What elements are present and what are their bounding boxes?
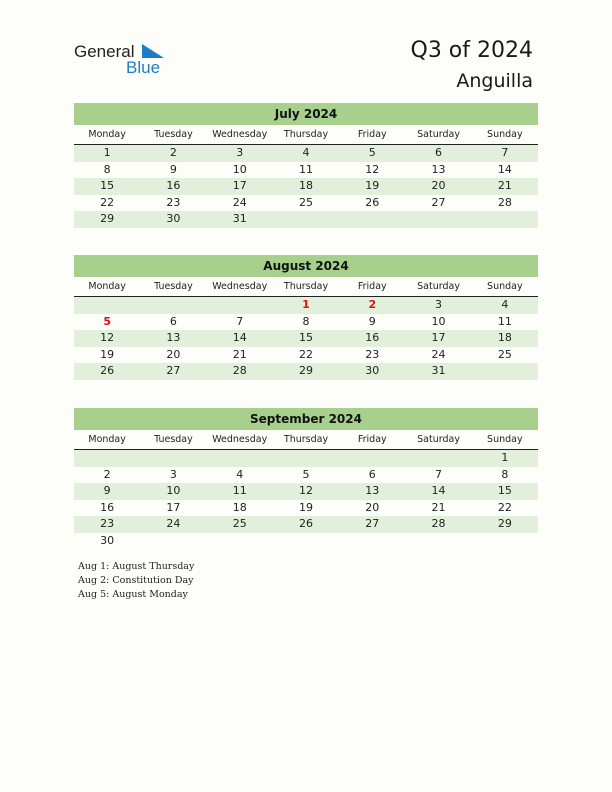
day-cell: [140, 297, 206, 314]
day-cell: [140, 450, 206, 467]
day-cell: 9: [103, 484, 111, 497]
month-july: [74, 103, 538, 228]
day-cell: 25: [497, 347, 512, 361]
day-cell: 8: [103, 162, 111, 176]
day-cell: 25: [232, 517, 247, 530]
day-cell: 26: [298, 517, 313, 530]
day-cell: 30: [365, 364, 380, 377]
day-cell: 21: [431, 500, 446, 514]
day-cell: [273, 450, 339, 467]
weekday-label: Wednesday: [212, 281, 268, 292]
day-cell: 13: [365, 484, 380, 497]
month-september: [74, 408, 538, 549]
day-cell: 17: [166, 500, 181, 514]
day-cell: 19: [100, 347, 115, 361]
day-cell: 3: [236, 146, 244, 159]
weekday-label: Saturday: [417, 281, 460, 292]
day-cell: 19: [365, 179, 380, 192]
weekday-label: Saturday: [417, 129, 460, 140]
week-row: [74, 450, 538, 467]
weekday-label: Tuesday: [154, 129, 193, 140]
day-cell: [472, 211, 538, 228]
logo: [74, 42, 174, 78]
week-row: [74, 347, 538, 364]
weekday-label: Wednesday: [212, 434, 268, 445]
week-row: [74, 533, 538, 550]
weeks: [74, 297, 538, 380]
holiday-notes: [78, 560, 194, 602]
day-cell: 27: [365, 517, 380, 530]
day-cell: 2: [368, 298, 377, 311]
day-cell: 18: [232, 500, 247, 514]
day-cell: 1: [103, 146, 111, 159]
day-cell: 4: [302, 146, 310, 159]
day-cell: 16: [166, 179, 181, 192]
day-cell: 30: [100, 533, 115, 547]
day-cell: 29: [497, 517, 512, 530]
day-cell: 21: [497, 179, 512, 192]
weekday-label: Friday: [357, 129, 387, 140]
day-cell: 16: [365, 331, 380, 344]
day-cell: 7: [501, 146, 509, 159]
month-august: [74, 255, 538, 380]
day-cell: 10: [431, 314, 446, 328]
day-cell: 27: [166, 364, 181, 377]
logo-flag-icon: [142, 44, 164, 58]
day-cell: 13: [431, 162, 446, 176]
day-cell: 23: [365, 347, 380, 361]
week-row: [74, 330, 538, 347]
weekday-label: Friday: [357, 434, 387, 445]
day-cell: 20: [166, 347, 181, 361]
day-cell: [207, 450, 273, 467]
day-cell: 23: [100, 517, 115, 530]
weekday-header-row: [74, 430, 538, 450]
day-cell: [472, 533, 538, 550]
day-cell: 1: [501, 451, 509, 464]
day-cell: 9: [169, 162, 177, 176]
week-row: [74, 363, 538, 380]
weekday-header-row: [74, 125, 538, 145]
day-cell: 12: [298, 484, 313, 497]
week-row: [74, 297, 538, 314]
day-cell: 6: [435, 146, 443, 159]
day-cell: 3: [169, 467, 177, 481]
day-cell: 18: [298, 179, 313, 192]
day-cell: 5: [103, 314, 111, 328]
day-cell: 31: [431, 364, 446, 377]
day-cell: 24: [166, 517, 181, 530]
day-cell: [339, 533, 405, 550]
day-cell: [472, 363, 538, 380]
day-cell: 20: [365, 500, 380, 514]
day-cell: [273, 211, 339, 228]
day-cell: 11: [497, 314, 512, 328]
weekday-label: Sunday: [487, 434, 523, 445]
day-cell: 4: [501, 298, 509, 311]
day-cell: 26: [100, 364, 115, 377]
logo-word-blue: Blue: [126, 58, 161, 77]
day-cell: 12: [365, 162, 380, 176]
day-cell: 8: [501, 467, 509, 481]
day-cell: 22: [100, 195, 115, 209]
day-cell: 3: [435, 298, 443, 311]
day-cell: 17: [232, 179, 247, 192]
day-cell: 6: [368, 467, 376, 481]
day-cell: 12: [100, 331, 115, 344]
day-cell: 16: [100, 500, 115, 514]
day-cell: 31: [232, 212, 247, 225]
day-cell: 15: [497, 484, 512, 497]
weekday-label: Saturday: [417, 434, 460, 445]
day-cell: 27: [431, 195, 446, 209]
weekday-label: Thursday: [283, 434, 329, 445]
day-cell: [339, 211, 405, 228]
day-cell: 14: [431, 484, 446, 497]
day-cell: 2: [103, 467, 111, 481]
day-cell: 19: [298, 500, 313, 514]
day-cell: 9: [368, 314, 376, 328]
day-cell: 10: [232, 162, 247, 176]
weekday-label: Thursday: [283, 129, 329, 140]
month-title: July 2024: [74, 103, 538, 125]
week-row: [74, 467, 538, 484]
day-cell: [339, 450, 405, 467]
day-cell: 15: [298, 331, 313, 344]
week-row: [74, 516, 538, 533]
weekday-label: Monday: [88, 434, 126, 445]
day-cell: 17: [431, 331, 446, 344]
weekday-label: Monday: [88, 281, 126, 292]
weeks: [74, 450, 538, 549]
day-cell: [405, 533, 471, 550]
day-cell: [273, 533, 339, 550]
day-cell: 25: [298, 195, 313, 209]
day-cell: 5: [368, 146, 376, 159]
day-cell: [74, 450, 140, 467]
month-title: August 2024: [74, 255, 538, 277]
week-row: [74, 162, 538, 179]
week-row: [74, 314, 538, 331]
logo-word-general: General: [74, 42, 135, 61]
day-cell: [140, 533, 206, 550]
day-cell: 14: [232, 331, 247, 344]
weekday-label: Wednesday: [212, 129, 268, 140]
day-cell: [74, 297, 140, 314]
day-cell: 15: [100, 179, 115, 192]
week-row: [74, 211, 538, 228]
day-cell: 11: [232, 484, 247, 497]
holiday-note: Aug 5: August Monday: [78, 589, 188, 600]
day-cell: 13: [166, 331, 181, 344]
weekday-header-row: [74, 277, 538, 297]
day-cell: 6: [169, 314, 177, 328]
day-cell: 1: [302, 298, 310, 311]
day-cell: 20: [431, 179, 446, 192]
day-cell: 30: [166, 212, 181, 225]
month-title: September 2024: [74, 408, 538, 430]
week-row: [74, 483, 538, 500]
day-cell: 2: [169, 146, 177, 159]
day-cell: 28: [497, 195, 512, 209]
day-cell: [405, 211, 471, 228]
weekday-label: Tuesday: [154, 281, 193, 292]
page-title: Q3 of 2024: [410, 38, 533, 63]
day-cell: 21: [232, 347, 247, 361]
week-row: [74, 500, 538, 517]
day-cell: 26: [365, 195, 380, 209]
day-cell: 4: [236, 467, 244, 481]
day-cell: 11: [298, 162, 313, 176]
weekday-label: Sunday: [487, 281, 523, 292]
day-cell: 29: [100, 212, 115, 225]
week-row: [74, 178, 538, 195]
weekday-label: Monday: [88, 129, 126, 140]
day-cell: 28: [431, 517, 446, 530]
day-cell: 22: [497, 500, 512, 514]
weekday-label: Tuesday: [154, 434, 193, 445]
day-cell: 24: [232, 195, 247, 209]
holiday-note: Aug 2: Constitution Day: [78, 575, 194, 586]
day-cell: 7: [236, 314, 244, 328]
day-cell: 10: [166, 484, 181, 497]
day-cell: 28: [232, 364, 247, 377]
week-row: [74, 145, 538, 162]
day-cell: 18: [497, 331, 512, 344]
day-cell: 8: [302, 314, 310, 328]
day-cell: 5: [302, 467, 310, 481]
day-cell: [207, 533, 273, 550]
day-cell: [405, 450, 471, 467]
day-cell: 23: [166, 195, 181, 209]
day-cell: 22: [298, 347, 313, 361]
weekday-label: Thursday: [283, 281, 329, 292]
weekday-label: Sunday: [487, 129, 523, 140]
page-subtitle: Anguilla: [456, 70, 533, 92]
day-cell: 7: [435, 467, 443, 481]
weekday-label: Friday: [357, 281, 387, 292]
day-cell: 14: [497, 162, 512, 176]
weeks: [74, 145, 538, 228]
day-cell: [207, 297, 273, 314]
holiday-note: Aug 1: August Thursday: [78, 561, 195, 572]
day-cell: 24: [431, 347, 446, 361]
week-row: [74, 195, 538, 212]
day-cell: 29: [298, 364, 313, 377]
